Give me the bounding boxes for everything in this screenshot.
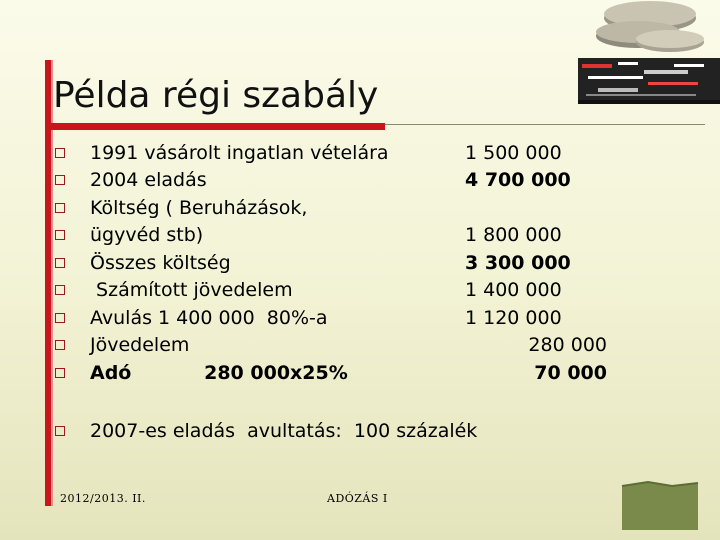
item-value: 1 800 000 [465, 224, 562, 246]
hollow-square-bullet-icon [55, 313, 65, 323]
item-label: 2007-es eladás avultatás: 100 százalék [90, 420, 478, 442]
hollow-square-bullet-icon [55, 175, 65, 185]
item-label: ügyvéd stb) [90, 224, 204, 246]
hollow-square-bullet-icon [55, 340, 65, 350]
item-value: 1 400 000 [465, 279, 562, 301]
hollow-square-bullet-icon [55, 203, 65, 213]
item-value: 280 000 [528, 334, 607, 356]
item-label: Költség ( Beruházások, [90, 197, 308, 219]
item-label: 1991 vásárolt ingatlan vételára [90, 142, 389, 164]
item-label: Adó 280 000x25% [90, 362, 348, 384]
item-label: Jövedelem [90, 334, 190, 356]
item-label: Avulás 1 400 000 80%-a [90, 307, 328, 329]
item-value: 1 500 000 [465, 142, 562, 164]
slide-title: Példa régi szabály [53, 75, 379, 116]
corner-decoration [620, 480, 700, 532]
item-value: 1 120 000 [465, 307, 562, 329]
item-label: Számított jövedelem [90, 279, 293, 301]
item-value: 3 300 000 [465, 252, 571, 274]
item-value: 4 700 000 [465, 169, 571, 191]
coins-image [578, 0, 720, 115]
hollow-square-bullet-icon [55, 230, 65, 240]
hollow-square-bullet-icon [55, 368, 65, 378]
item-label: Összes költség [90, 252, 231, 274]
hollow-square-bullet-icon [55, 285, 65, 295]
title-rule [385, 124, 705, 125]
title-underline [45, 123, 385, 130]
hollow-square-bullet-icon [55, 148, 65, 158]
hollow-square-bullet-icon [55, 258, 65, 268]
hollow-square-bullet-icon [55, 426, 65, 436]
item-label: 2004 eladás [90, 169, 207, 191]
footer-date: 2012/2013. II. [60, 492, 146, 505]
footer-course: ADÓZÁS I [327, 492, 388, 505]
item-value: 70 000 [534, 362, 607, 384]
